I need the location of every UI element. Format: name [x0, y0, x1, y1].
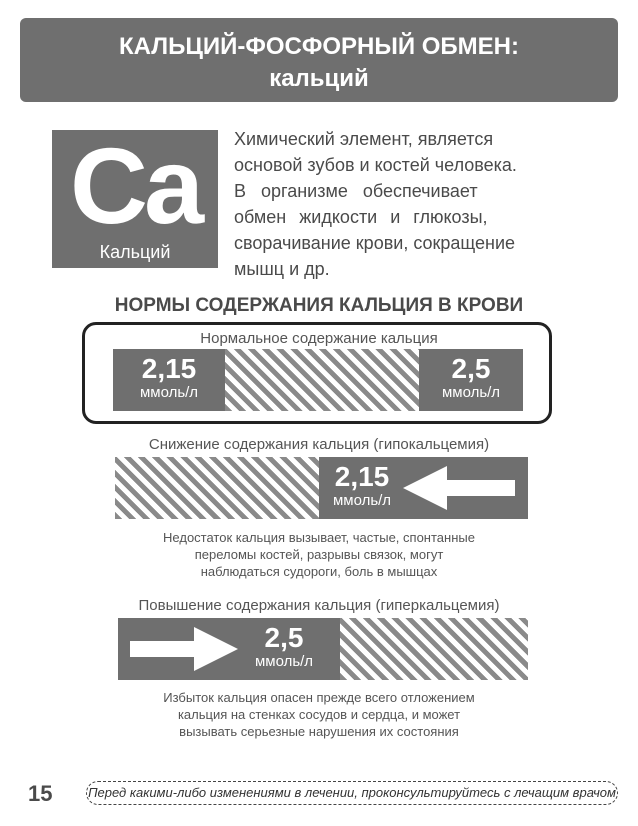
normal-low-unit: ммоль/л [139, 384, 199, 401]
header-subtitle: кальций [269, 65, 369, 92]
footer-disclaimer: Перед какими-либо изменениями в лечении, проконсультируйтесь с лечащим врачом [86, 781, 618, 805]
hypo-note [0, 529, 638, 580]
hypo-value [319, 462, 405, 510]
hyper-unit: ммоль/л [254, 653, 314, 670]
hypo-unit: ммоль/л [332, 492, 392, 509]
hyper-hatch [340, 618, 528, 680]
description-line: мышц и др. [234, 259, 330, 279]
description-line: обмен жидкости и глюкозы, [234, 207, 488, 227]
page-header [20, 18, 618, 102]
arrow-left-icon [403, 466, 515, 510]
hyper-note-line: Избыток кальция опасен прежде всего отложением [163, 690, 475, 705]
hypo-note-line: Недостаток кальция вызывает, частые, спонтанные [163, 530, 475, 545]
header-title: КАЛЬЦИЙ-ФОСФОРНЫЙ ОБМЕН: [118, 33, 520, 60]
normal-caption: Нормальное содержание кальция [200, 330, 438, 347]
description-line: Химический элемент, является [234, 129, 494, 149]
element-description [234, 126, 586, 282]
normal-high-value [419, 354, 523, 402]
hypo-note-line: наблюдаться судороги, боль в мышцах [200, 564, 438, 579]
page-number: 15 [28, 781, 53, 806]
normal-high-unit: ммоль/л [441, 384, 501, 401]
hypo-caption: Снижение содержания кальция (гипокальцемия) [148, 436, 490, 453]
element-symbol: Ca [69, 125, 201, 246]
hyper-note-line: кальция на стенках сосудов и сердца, и может [177, 707, 461, 722]
arrow-right-icon [130, 627, 238, 671]
normal-range-hatch [225, 349, 419, 411]
normal-high-number: 2,5 [451, 353, 491, 384]
hyper-caption: Повышение содержания кальция (гиперкальцемия) [138, 597, 500, 614]
section-title: НОРМЫ СОДЕРЖАНИЯ КАЛЬЦИЯ В КРОВИ [114, 295, 524, 316]
description-line: основой зубов и костей человека. [234, 155, 517, 175]
element-name: Кальций [99, 242, 171, 262]
hypo-number: 2,15 [334, 461, 390, 492]
hypo-note-line: переломы костей, разрывы связок, могут [194, 547, 444, 562]
normal-low-number: 2,15 [141, 353, 197, 384]
hyper-note-line: вызывать серьезные нарушения их состояния [179, 724, 459, 739]
description-line: сворачивание крови, сокращение [234, 233, 516, 253]
element-tile [52, 125, 218, 268]
hyper-note [0, 689, 638, 740]
hypo-hatch [115, 457, 319, 519]
description-line: В организме обеспечивает [234, 181, 478, 201]
hyper-number: 2,5 [264, 622, 304, 653]
hyper-value [244, 623, 324, 671]
normal-low-value [113, 354, 225, 402]
